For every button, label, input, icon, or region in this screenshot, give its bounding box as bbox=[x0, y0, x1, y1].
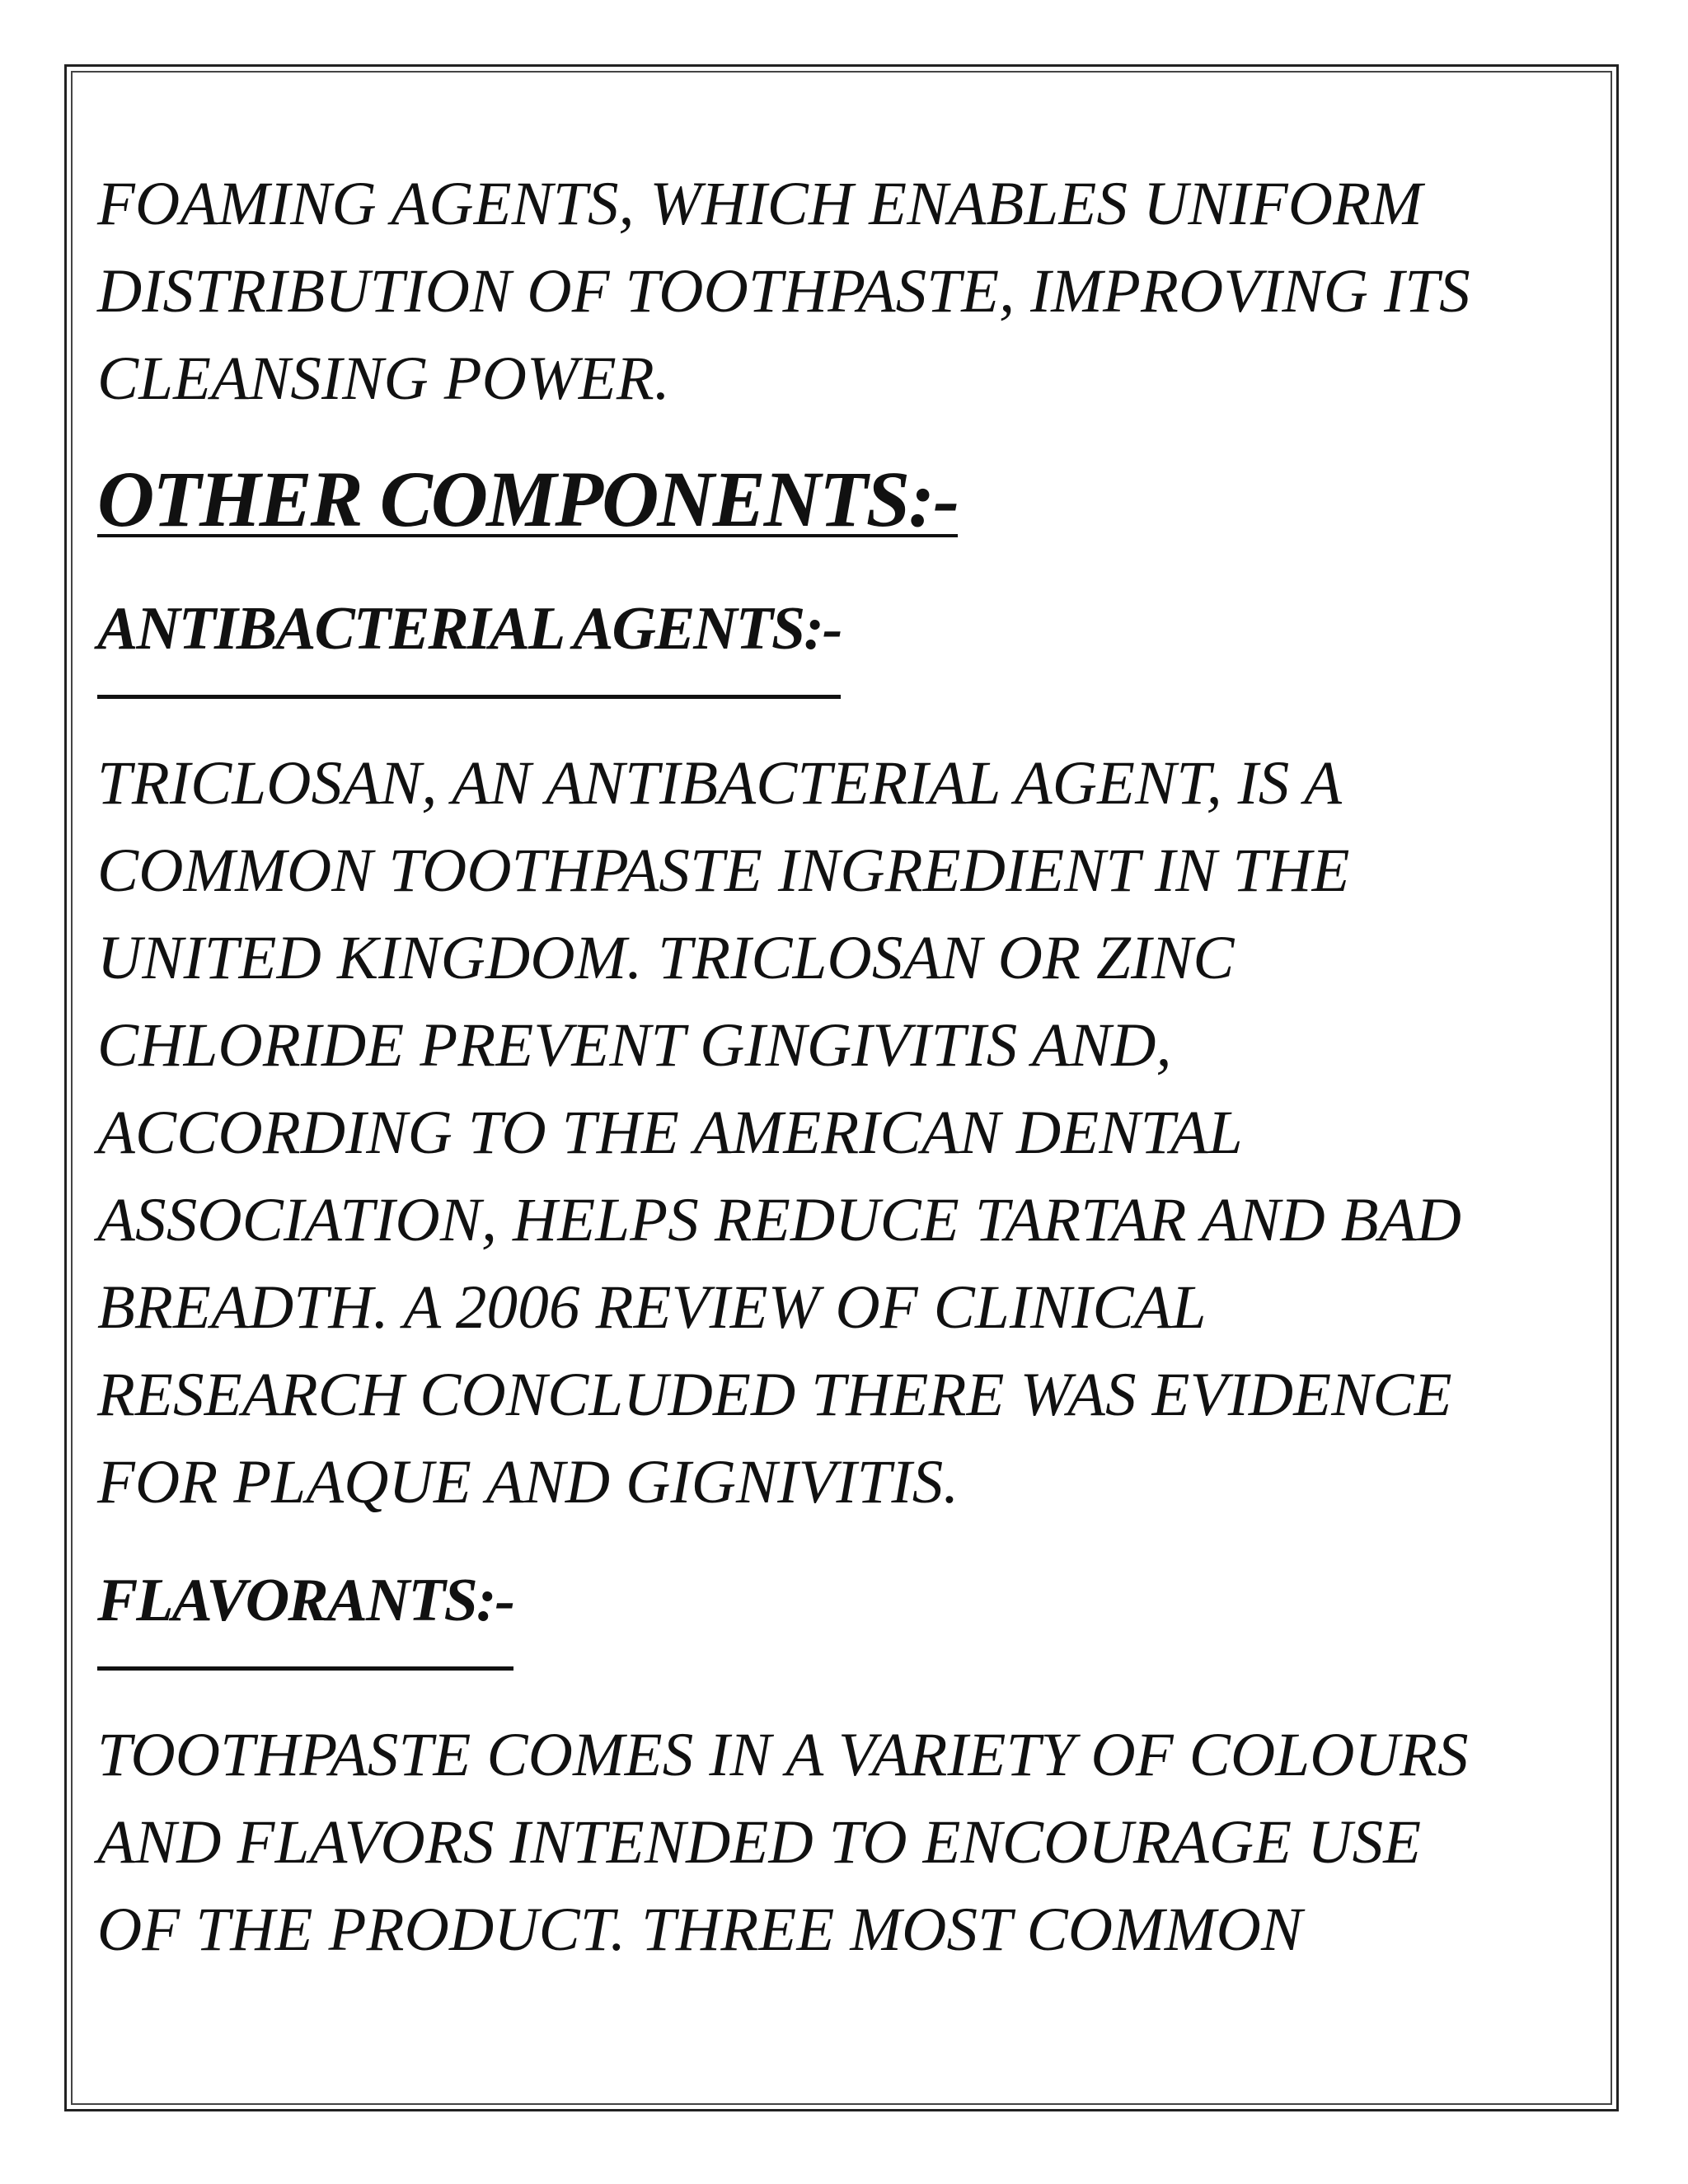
paragraph-line: RESEARCH CONCLUDED THERE WAS EVIDENCE bbox=[97, 1361, 1452, 1429]
paragraph-line: CLEANSING POWER. bbox=[97, 344, 670, 413]
paragraph-line: TRICLOSAN, AN ANTIBACTERIAL AGENT, IS A bbox=[97, 749, 1343, 818]
paragraph-line: FOR PLAQUE AND GIGNIVITIS. bbox=[97, 1448, 959, 1516]
paragraph-line: ACCORDING TO THE AMERICAN DENTAL bbox=[97, 1099, 1243, 1167]
antibacterial-heading: ANTIBACTERIAL AGENTS:- bbox=[97, 588, 841, 699]
flavorants-heading: FLAVORANTS:- bbox=[97, 1559, 513, 1671]
paragraph-line: ASSOCIATION, HELPS REDUCE TARTAR AND BAD bbox=[97, 1186, 1462, 1254]
paragraph-line: UNITED KINGDOM. TRICLOSAN OR ZINC bbox=[97, 924, 1235, 992]
paragraph-line: TOOTHPASTE COMES IN A VARIETY OF COLOURS bbox=[97, 1721, 1469, 1789]
paragraph-line: OF THE PRODUCT. THREE MOST COMMON bbox=[97, 1896, 1303, 1964]
paragraph-line: FOAMING AGENTS, WHICH ENABLES UNIFORM bbox=[97, 170, 1423, 238]
paragraph-line: COMMON TOOTHPASTE INGREDIENT IN THE bbox=[97, 837, 1350, 905]
intro-paragraph bbox=[97, 161, 1581, 423]
paragraph-line: CHLORIDE PREVENT GINGIVITIS AND, bbox=[97, 1011, 1172, 1080]
paragraph-line: BREADTH. A 2006 REVIEW OF CLINICAL bbox=[97, 1273, 1207, 1342]
antibacterial-paragraph bbox=[97, 740, 1581, 1526]
paragraph-line: DISTRIBUTION OF TOOTHPASTE, IMPROVING ITS bbox=[97, 257, 1470, 326]
document-content bbox=[97, 161, 1581, 1974]
section-heading: OTHER COMPONENTS:- bbox=[97, 455, 959, 543]
paragraph-line: AND FLAVORS INTENDED TO ENCOURAGE USE bbox=[97, 1808, 1422, 1877]
flavorants-paragraph bbox=[97, 1712, 1581, 1974]
